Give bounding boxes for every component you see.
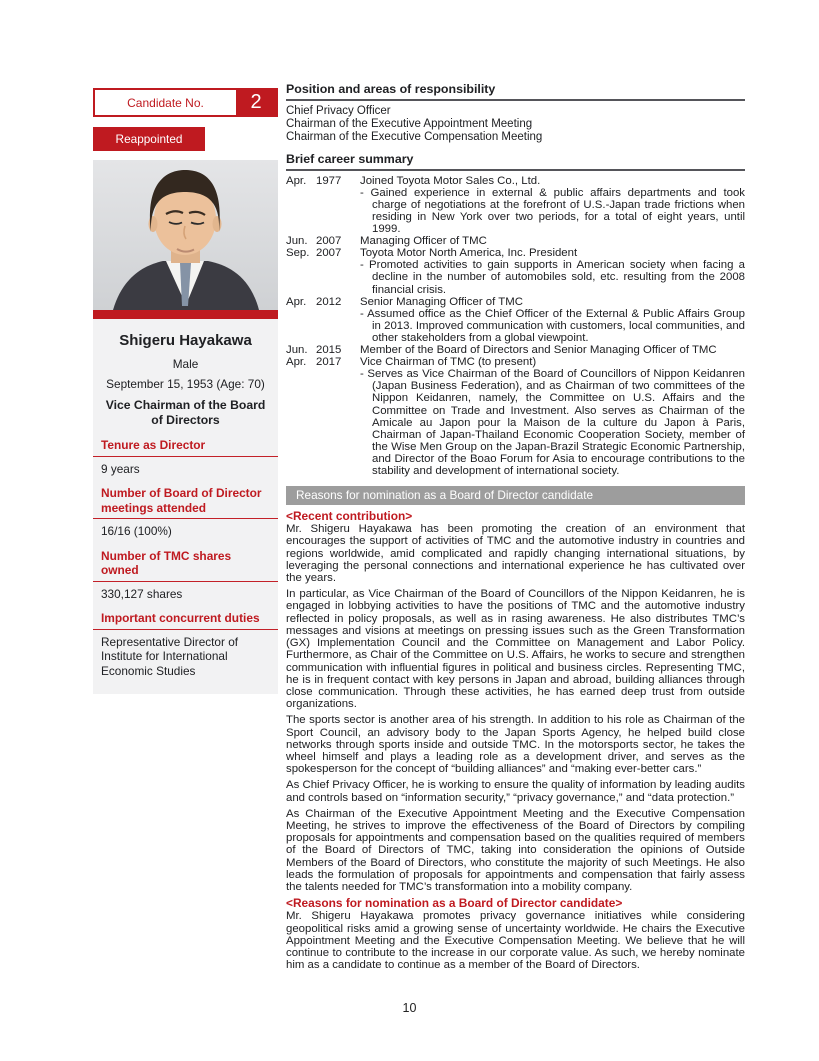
page-number: 10 bbox=[402, 1001, 417, 1015]
stat-label: Number of TMC shares owned bbox=[93, 549, 278, 582]
career-entry-month: Apr. bbox=[286, 356, 307, 369]
photo-accent-bar bbox=[93, 310, 278, 319]
career-entry-title: Vice Chairman of TMC (to present) bbox=[360, 356, 537, 369]
stat-tenure bbox=[101, 438, 270, 476]
recent-contribution-paragraph: In particular, as Vice Chairman of the Board of Councillors of the Nippon Keidanren, he is engaged in lobbying activities to have the positions of TMC and the automotive industry reflected in policy proposals, as well as in rasing awareness. He also distributes TMC’s messages and visions at meetings on pressing issues such as the Green Transformation (GX) Implementation Council and the Committee on Management and Labor Policy. Furthermore, as Chair of the Committee on U.S. Affairs, he works to secure and strengthen communication with influential figures in political and business circles. Representing TMC, he is in frequent contact with key persons in Japan and abroad, building alliances through close communication. Through these activities, he has earned deep trust from outside organizations. bbox=[286, 588, 745, 711]
candidate-sidebar bbox=[93, 88, 278, 694]
career-entry bbox=[286, 296, 745, 344]
career-entry-year: 2007 bbox=[316, 235, 342, 248]
recent-contribution-paragraph: As Chief Privacy Officer, he is working to ensure the quality of information by leading audits and controls based on “information security,” “privacy governance,” and “data protection.” bbox=[286, 779, 745, 804]
career-entry-body bbox=[360, 344, 745, 356]
nomination-reasons-heading: <Reasons for nomination as a Board of Director candidate> bbox=[286, 896, 623, 911]
recent-contribution-paragraph: As Chairman of the Executive Appointment Meeting and the Executive Compensation Meeting, he strives to improve the effectiveness of the Board of Directors by compiling proposals for appointments and compensation based on the qualities required of members of the Board of Directors of TMC, taking into consideration the opinions of Outside Members of the Board of Directors, who constitute the majority of such Meetings. He also leads the formulation of proposals for appointments and compensation that fairly assess the talents needed for TMC’s transformation into a mobility company. bbox=[286, 807, 745, 893]
recent-contribution-paragraph: Mr. Shigeru Hayakawa has been promoting the creation of an environment that encourages the support of activities of TMC and the automotive industry in countries and regions worldwide, amid complicated and rapidly changing international situations, by leveraging the personal connections and international experience he has cultivated over the years. bbox=[286, 523, 745, 585]
stat-label: Important concurrent duties bbox=[93, 611, 278, 630]
career-entry-year: 1977 bbox=[316, 174, 342, 187]
position-list bbox=[286, 105, 745, 144]
stat-value: 16/16 (100%) bbox=[101, 524, 172, 538]
recent-contribution-paragraph: The sports sector is another area of his strength. In addition to his role as Chairman of the Sport Council, an advisory body to the Japan Sports Agency, he helped build close networks through sports inside and outside TMC. In the motorsports sector, he takes the wheel himself and plays a leading role as a development driver, and serves as the spokesperson for the concept of “building alliances” and “making ever-better cars.” bbox=[286, 714, 745, 776]
stat-concurrent-duties bbox=[101, 611, 270, 678]
career-entry-month: Jun. bbox=[286, 344, 308, 357]
career-entry-title: Senior Managing Officer of TMC bbox=[360, 295, 523, 308]
career-section-heading: Brief career summary bbox=[286, 152, 745, 171]
candidate-number-value: 2 bbox=[250, 91, 262, 113]
career-entry-month: Apr. bbox=[286, 174, 307, 187]
position-section bbox=[286, 82, 745, 144]
recent-contribution-heading: <Recent contribution> bbox=[286, 509, 413, 524]
career-entry bbox=[286, 356, 745, 477]
career-entry-title: Toyota Motor North America, Inc. President bbox=[360, 247, 578, 260]
career-entry-body bbox=[360, 235, 745, 247]
position-item: Chairman of the Executive Appointment Meeting bbox=[286, 117, 533, 130]
reasons-section-bar: Reasons for nomination as a Board of Director candidate bbox=[286, 486, 745, 505]
candidate-photo bbox=[93, 160, 278, 310]
stat-shares-owned bbox=[101, 549, 270, 602]
stat-value: Representative Director of Institute for International Economic Studies bbox=[101, 634, 239, 678]
reappointed-badge: Reappointed bbox=[93, 127, 205, 151]
career-entry-title: Member of the Board of Directors and Senior Managing Officer of TMC bbox=[360, 344, 717, 357]
career-entry-note: - Serves as Vice Chairman of the Board of Councillors of Nippon Keidanren (Japan Business Federation), and as Chairman of two committees of the Nippon Keidanren, namely, the Committee on U.S. Affairs and the Committee on Trade and Investment. Also serves as Chairman of the Amicale au Japon pour la Maison de la culture du Japon à Paris, Chairman of Japan-Thailand Economic Cooperation Society, member of the Wise Men Group on the Japan-Brazil Strategic Economic Partnership, and Director of the Boao Forum for Asia to encourage contributions to the stability and development of international society. bbox=[360, 368, 745, 477]
career-entry bbox=[286, 344, 745, 356]
candidate-birthdate: September 15, 1953 (Age: 70) bbox=[106, 377, 265, 391]
career-entry-year: 2007 bbox=[316, 247, 342, 260]
career-entry bbox=[286, 175, 745, 235]
nomination-reasons-paragraph: Mr. Shigeru Hayakawa promotes privacy governance initiatives while considering geopolitical risks amid a growing sense of uncertainty worldwide. He chairs the Executive Appointment Meeting and the Executive Compensation Meeting. We believe that he will continue to contribute to the increase in our corporate value. As such, we hereby nominate him as a candidate to continue as a member of the Board of Directors. bbox=[286, 910, 745, 972]
career-entry bbox=[286, 247, 745, 295]
candidate-name: Shigeru Hayakawa bbox=[119, 332, 252, 349]
stat-value: 9 years bbox=[101, 461, 140, 476]
position-section-heading: Position and areas of responsibility bbox=[286, 82, 745, 101]
stat-value: 330,127 shares bbox=[101, 586, 183, 601]
position-item: Chief Privacy Officer bbox=[286, 105, 391, 117]
candidate-title: Vice Chairman of the Board of Directors bbox=[105, 398, 266, 427]
career-entry-month: Jun. bbox=[286, 235, 308, 248]
candidate-number-badge bbox=[93, 88, 278, 117]
career-entry-note: - Gained experience in external & public affairs departments and took charge of negotiations at the forefront of U.S.-Japan trade frictions when residing in New York over two periods, for a total of eight years, until 1999. bbox=[360, 187, 745, 235]
career-entry-note: - Assumed office as the Chief Officer of the External & Public Affairs Group in 2013. Improved communication with customers, local communities, and other stakeholders from a global viewpoint. bbox=[360, 308, 745, 344]
career-entry-body bbox=[360, 175, 745, 235]
career-entry bbox=[286, 235, 745, 247]
career-entry-year: 2012 bbox=[316, 295, 342, 308]
stat-label: Number of Board of Director meetings attended bbox=[93, 486, 278, 519]
position-item: Chairman of the Executive Compensation Meeting bbox=[286, 130, 543, 143]
stat-meetings-attended bbox=[101, 486, 270, 539]
career-entry-year: 2015 bbox=[316, 344, 342, 357]
stat-label: Tenure as Director bbox=[93, 438, 278, 457]
career-entry-body bbox=[360, 247, 745, 295]
profile-panel bbox=[93, 319, 278, 694]
career-entry-title: Joined Toyota Motor Sales Co., Ltd. bbox=[360, 174, 541, 187]
career-entry-note: - Promoted activities to gain supports in American society when facing a decline in the number of automobiles sold, etc. resulting from the 2008 financial crisis. bbox=[360, 259, 745, 295]
career-entry-body bbox=[360, 356, 745, 477]
career-entry-month: Apr. bbox=[286, 295, 307, 308]
candidate-gender: Male bbox=[172, 357, 199, 371]
career-entry-year: 2017 bbox=[316, 356, 342, 369]
career-timeline bbox=[286, 175, 745, 477]
career-entry-body bbox=[360, 296, 745, 344]
career-entry-title: Managing Officer of TMC bbox=[360, 235, 487, 248]
candidate-number-label: Candidate No. bbox=[95, 90, 236, 115]
career-entry-month: Sep. bbox=[286, 247, 310, 260]
candidate-detail-column bbox=[286, 82, 745, 975]
career-section bbox=[286, 152, 745, 477]
